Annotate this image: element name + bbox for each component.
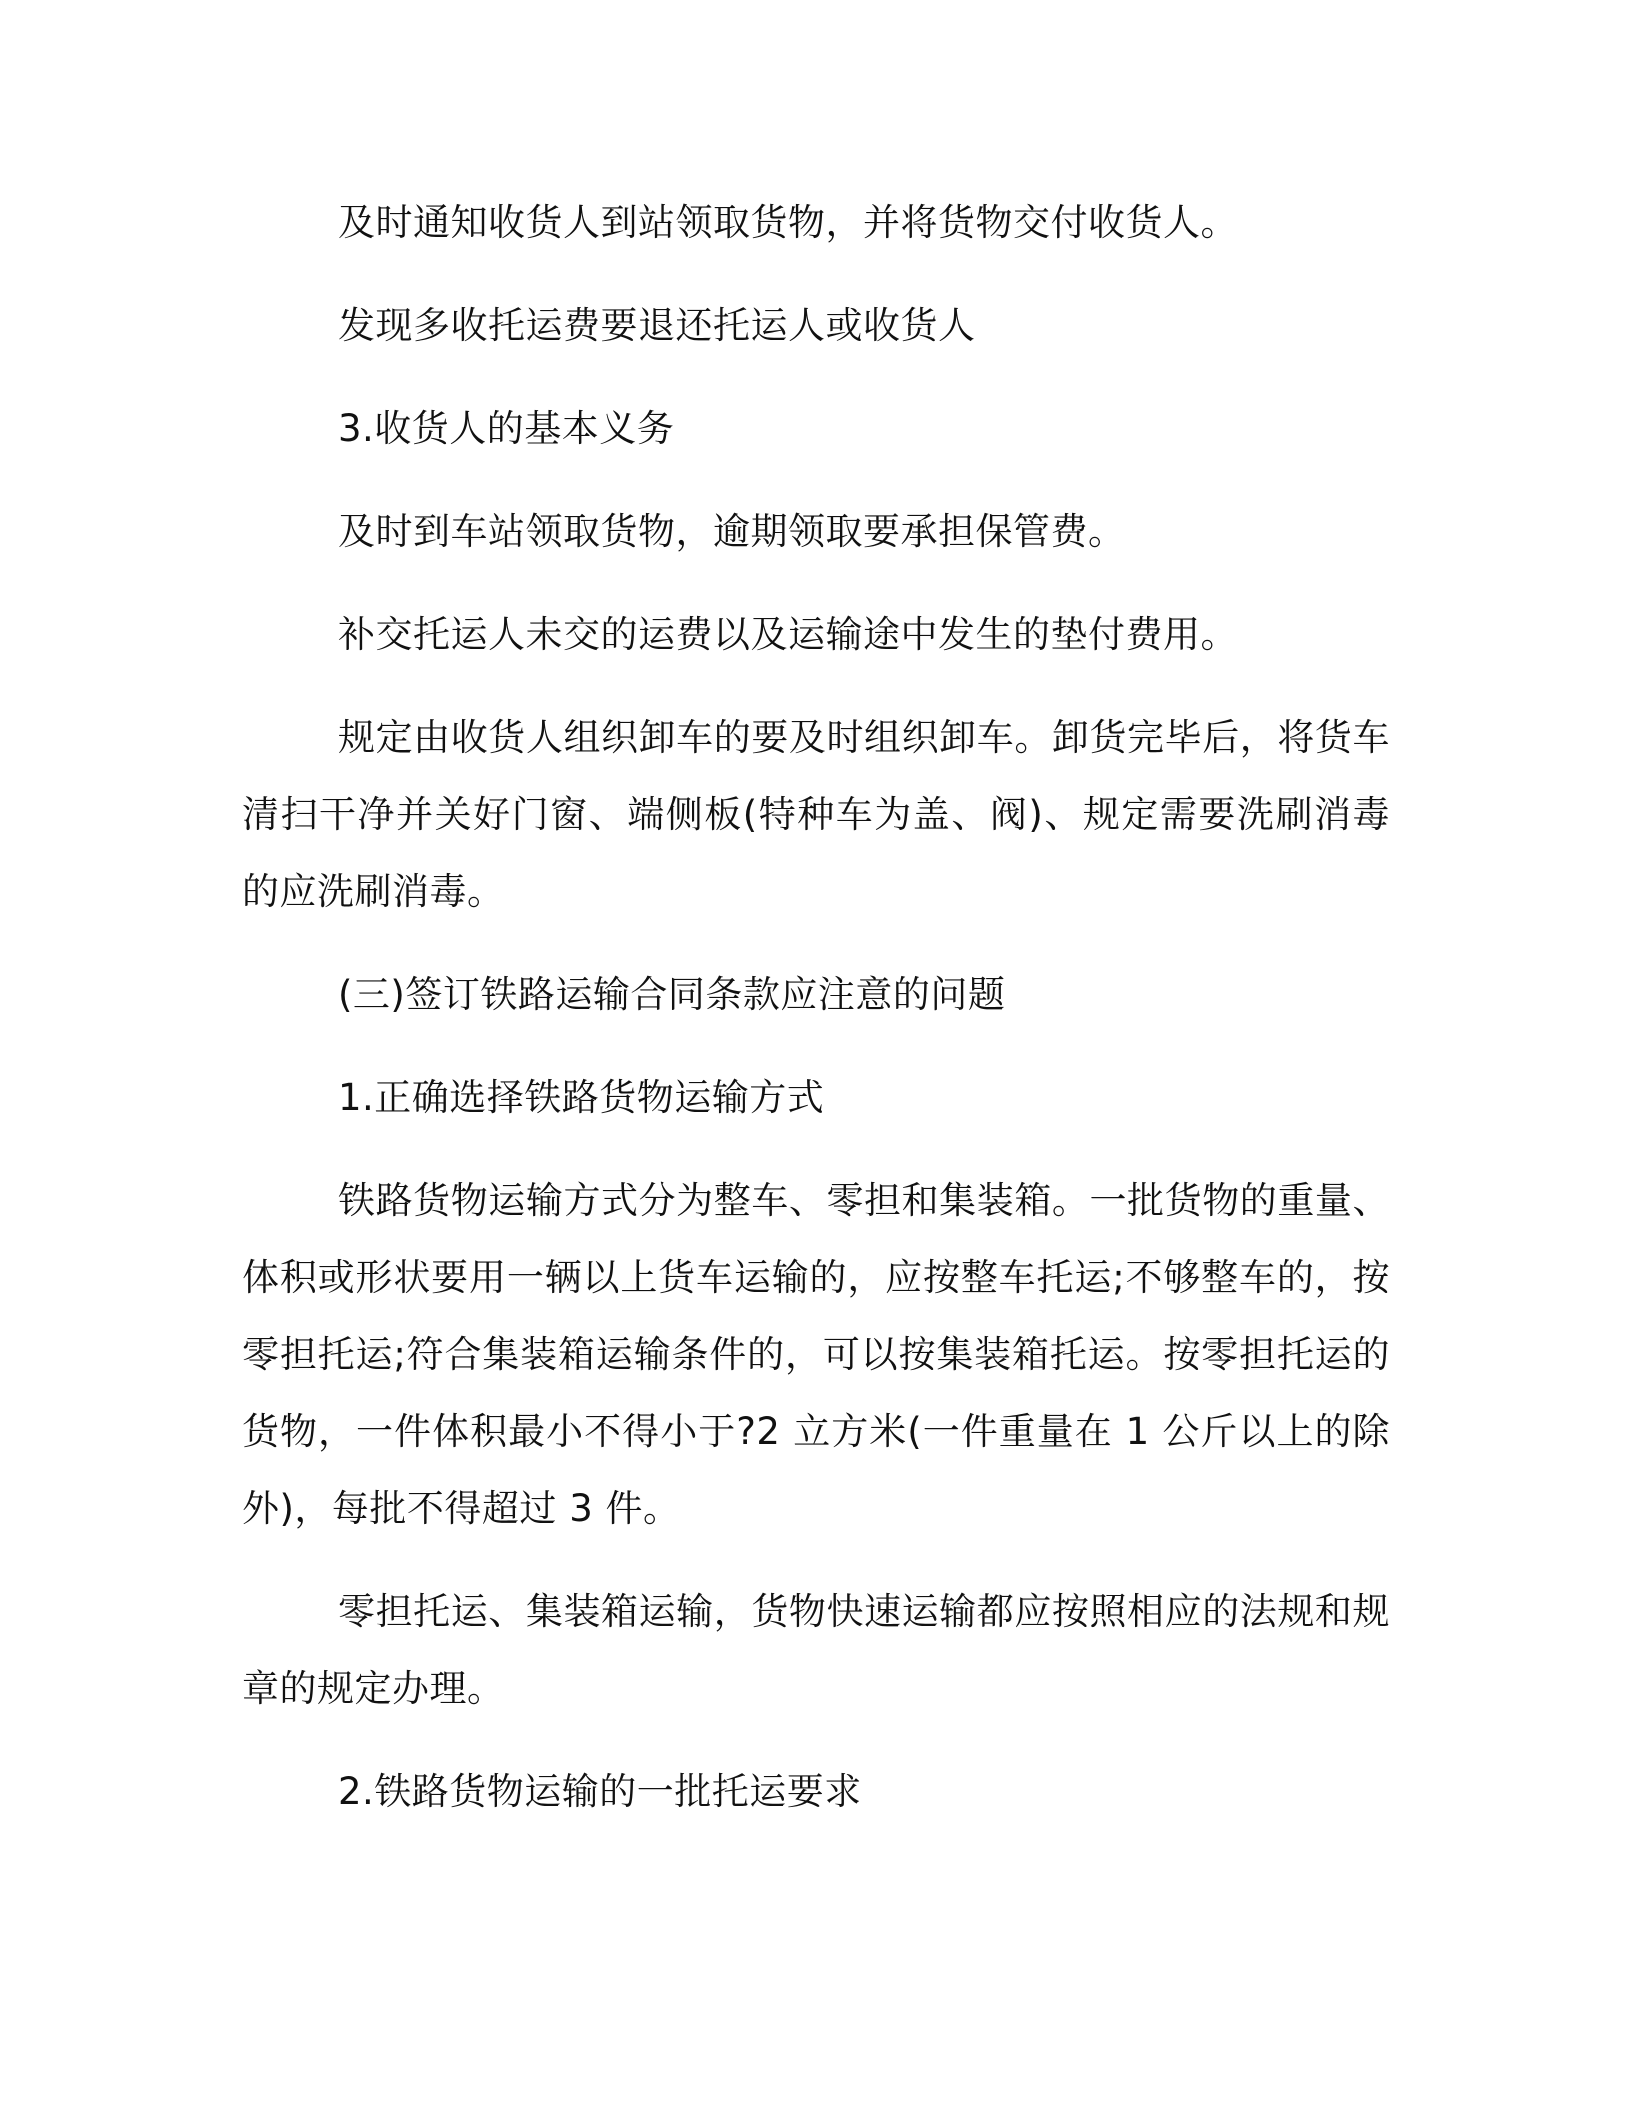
paragraph-transport-modes: 铁路货物运输方式分为整车、零担和集装箱。一批货物的重量、体积或形状要用一辆以上货车运输的，应按整车托运;不够整车的，按零担托运;符合集装箱运输条件的，可以按集装箱托运。按零担托运的货物，一件体积最小不得小于?2 立方米(一件重量在 1 公斤以上的除外)，每批不得超过 3 件。	[242, 1179, 1390, 1530]
paragraph-regulations: 零担托运、集装箱运输，货物快速运输都应按照相应的法规和规章的规定办理。	[242, 1590, 1390, 1710]
document-body	[242, 184, 1390, 1856]
heading-consignee-obligations: 3.收货人的基本义务	[338, 407, 675, 450]
paragraph-refund-overcharge: 发现多收托运费要退还托运人或收货人	[338, 304, 976, 347]
heading-batch-requirements: 2.铁路货物运输的一批托运要求	[338, 1770, 862, 1813]
heading-transport-mode: 1.正确选择铁路货物运输方式	[338, 1076, 825, 1119]
paragraph-pay-freight: 补交托运人未交的运费以及运输途中发生的垫付费用。	[338, 613, 1238, 656]
paragraph-pickup-goods: 及时到车站领取货物，逾期领取要承担保管费。	[338, 510, 1126, 553]
paragraph-unloading: 规定由收货人组织卸车的要及时组织卸车。卸货完毕后，将货车清扫干净并关好门窗、端侧板(特种车为盖、阀)、规定需要洗刷消毒的应洗刷消毒。	[242, 716, 1390, 913]
paragraph-notify-consignee: 及时通知收货人到站领取货物，并将货物交付收货人。	[338, 201, 1238, 244]
heading-contract-terms: (三)签订铁路运输合同条款应注意的问题	[338, 973, 1006, 1016]
